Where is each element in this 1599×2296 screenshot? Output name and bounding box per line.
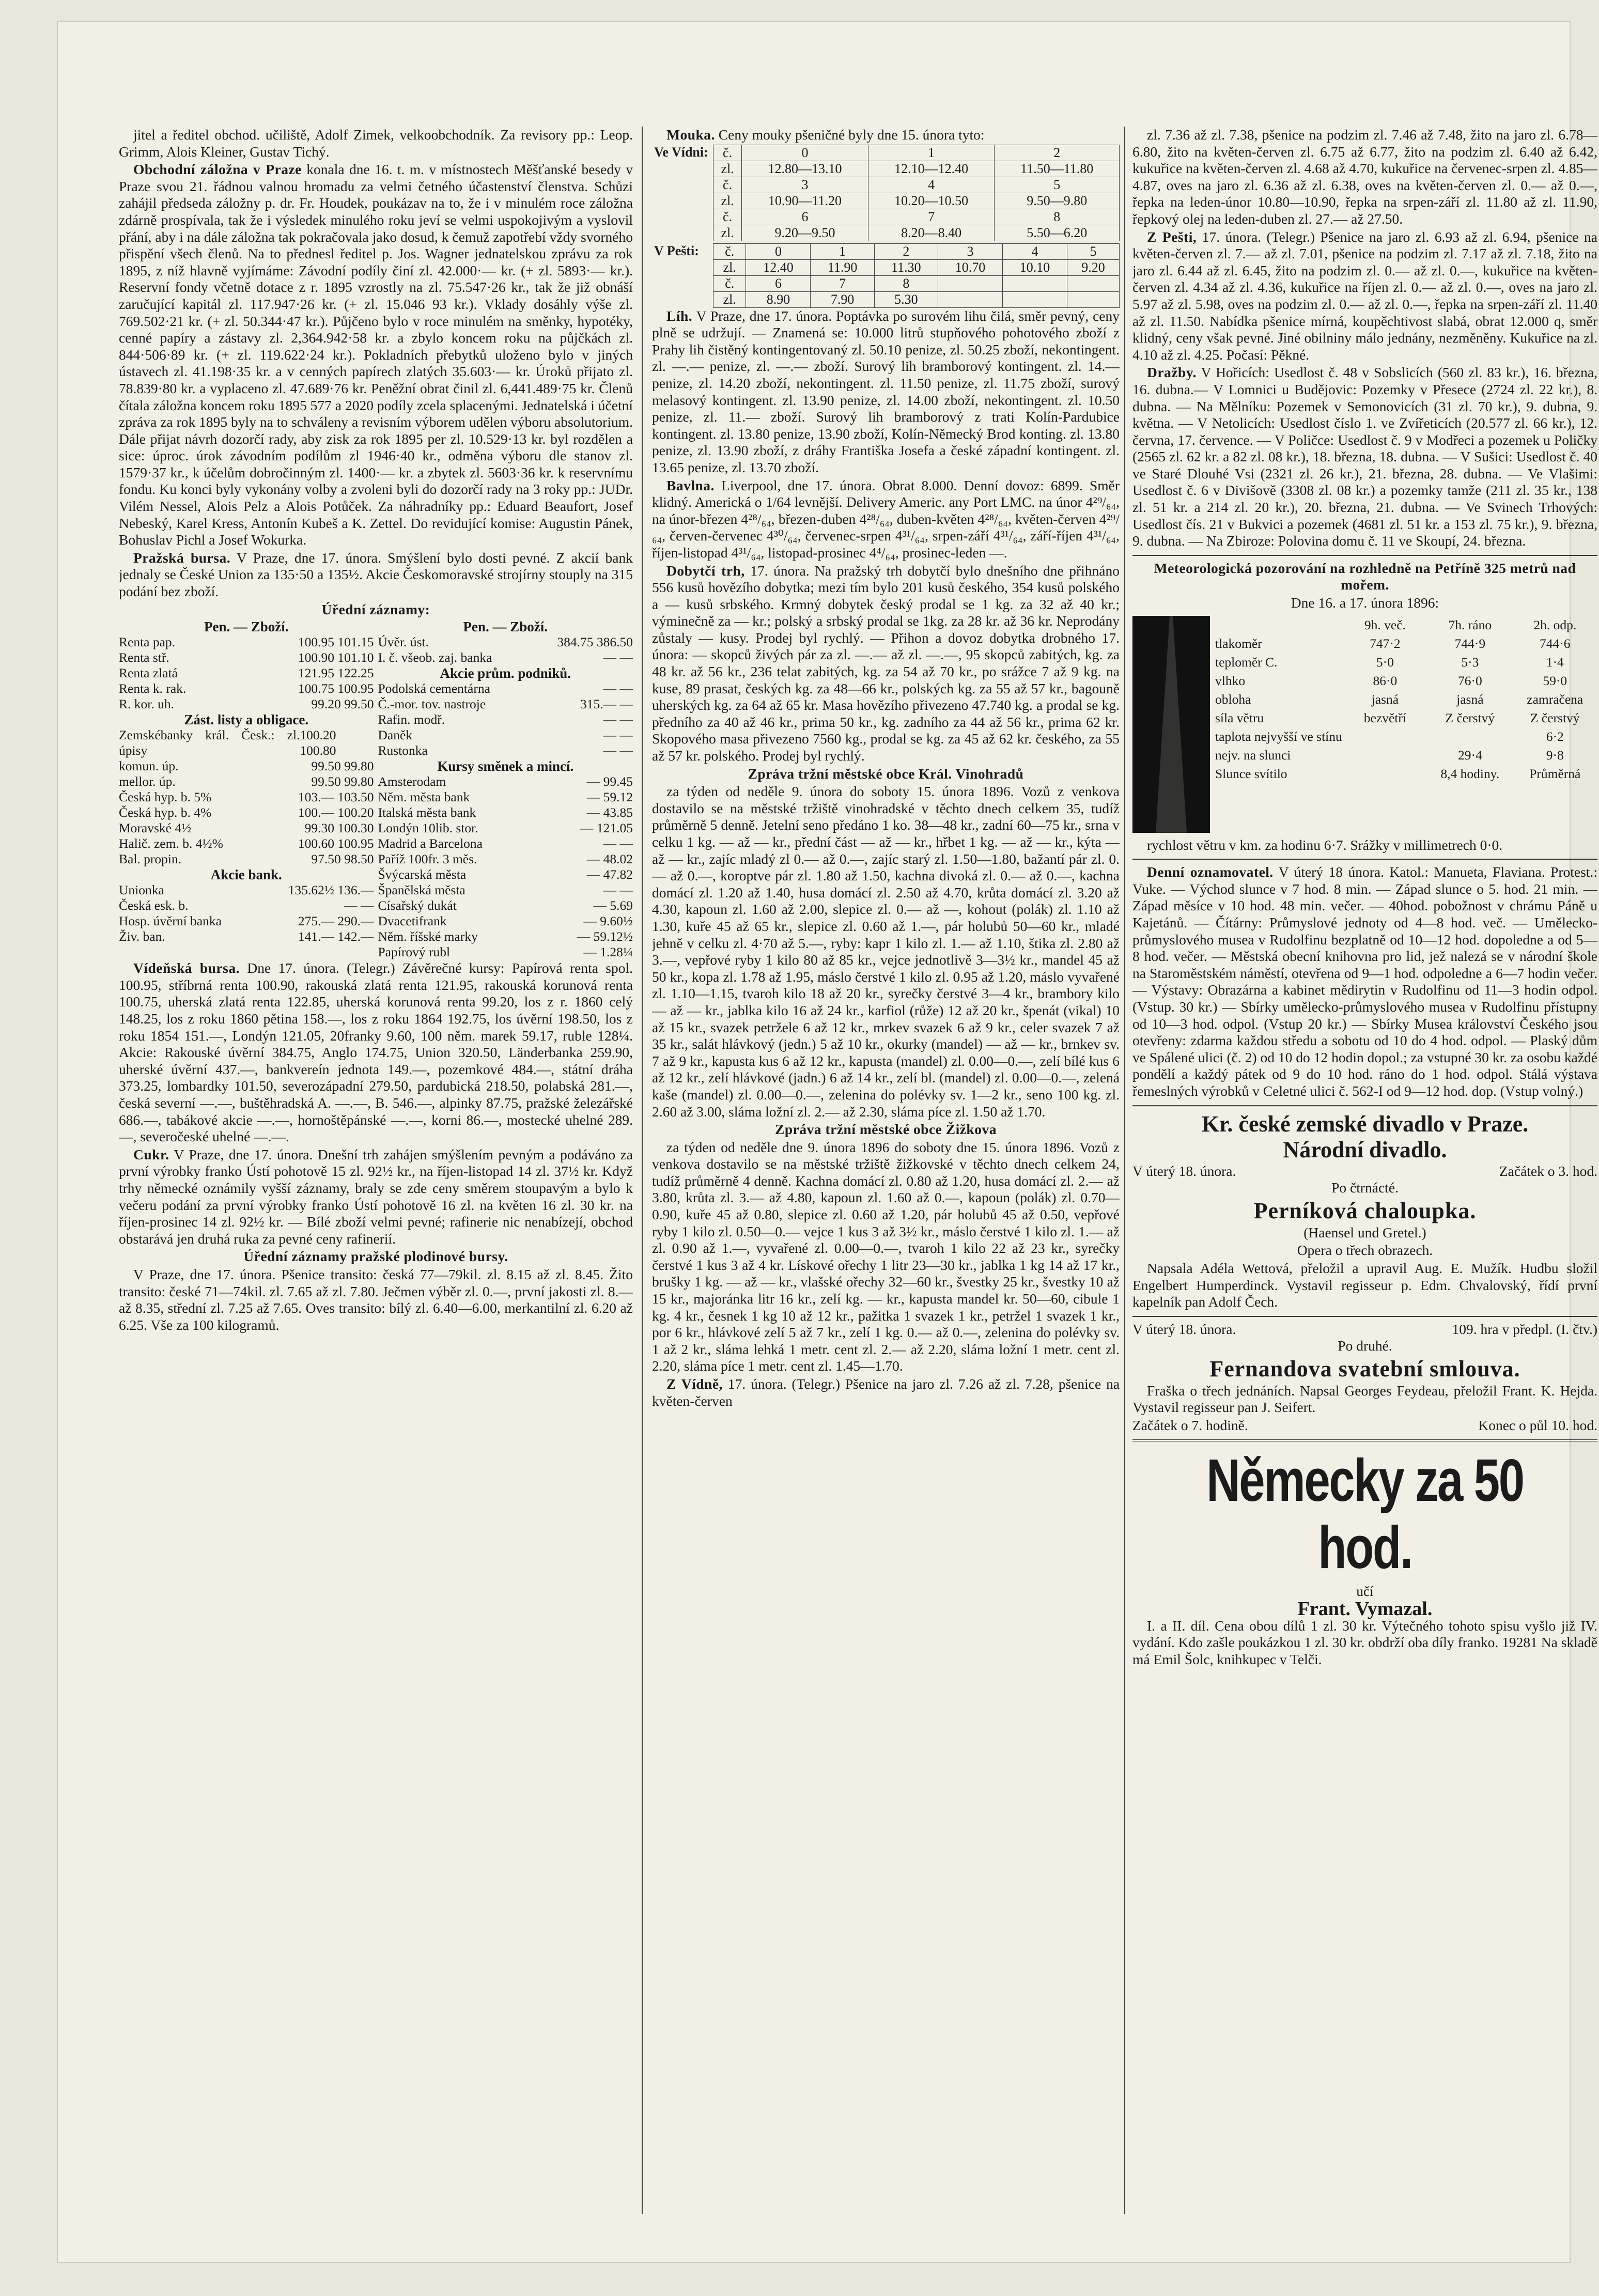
weather-heading: Meteorologická pozorování na rozhledně na Petříně 325 metrů nad mořem. — [1154, 560, 1576, 593]
table-cell: 11.90 — [811, 259, 874, 275]
article-text: 17. února. (Telegr.) Pšenice na jaro zl. 7.26 až zl. 7.28, pšenice na květen-červen — [652, 1376, 1120, 1409]
table-header: Pen. — Zboží. — [463, 619, 548, 635]
table-row — [652, 177, 1120, 193]
table-cell: 10.10 — [1002, 259, 1067, 275]
divider — [1132, 1105, 1597, 1107]
rate-row: Papírový rubl — 1.28¼ — [378, 944, 633, 960]
article-text: V Praze, dne 17. února. Pšenice transito: česká 77—79kil. zl. 8.15 až zl. 8.45. Žito transito: české 71—74kil. zl. 7.65 až zl. 7.80. Ječmen výběr zl. 0.—, první jakosti zl. 8.— až 8.35, střední zl. 7.25 až 7.65. Oves transito: bílý zl. 6.40—6.00, merkantilní zl. 6.20 až 6.25. Vše za 100 kilogramů. — [119, 1266, 633, 1333]
article-heading: Cukr. — [133, 1146, 169, 1162]
article-heading: Líh. — [666, 307, 693, 324]
rate-row: Halič. zem. b. 4½% 100.60 100.95 — [119, 836, 374, 851]
table-cell: zl. — [713, 161, 742, 177]
article-heading: Obchodní záložna v Praze — [133, 161, 302, 178]
performance-start: Začátek o 7. hodině. — [1132, 1417, 1248, 1434]
article-mouka — [652, 127, 1120, 144]
article-text: Dne 17. února. (Telegr.) Závěrečné kursy: Papírová renta spol. 100.95, stříbrná renta 100.90, rakouská zlatá renta 121.95, rakouská korunová renta 100.75, uherská zlatá renta 122.85, uherská korunová renta 99.20, los z r. 1860 celý 148.25, los z roku 1860 pětina 158.—, los z roku 1864 192.75, los úvěrní 198.50, los z roku 1854 151.—, Londýn 121.05, 20franky 9.60, 100 něm. marek 59.17, ruble 128¼. Akcie: Rakouské úvěrní 384.75, Anglo 174.75, Union 320.50, Länderbanka 259.90, uherské úvěrní 437.—, bankvereín jednota 149.—, pozemkové 484.—, státní dráha 373.25, lombardky 101.50, severozápadní 279.50, pardubická 218.50, polabská 281.—, česká severní —.—, buštěhradská A. —.—, B. 546.—, alpinky 87.75, pražské železářské 686.—, tabákové akcie —.—, hornoštěpánské —.—, korni 86.—, mostecké uhelné 289.—, severočeské uhelné —.—. — [119, 960, 633, 1145]
exchange-rates-tables — [119, 619, 633, 960]
article-heading: Dobytčí trh, — [666, 562, 745, 579]
table-cell: 11.50—11.80 — [995, 161, 1120, 177]
weather-header-row: 9h. več. 7h. ráno 2h. odp. — [1364, 617, 1577, 632]
article-heading: Bavlna. — [666, 477, 715, 493]
article-text: 17. února. (Telegr.) Pšenice na jaro zl. 6.93 až zl. 6.94, pšenice na květen-červen zl. 7.— až zl. 7.01, pšenice na podzim zl. 7.17 až zl. 7.18, žito na jaro zl. 6.44 až zl. 6.45, žito na podzim zl. 0.— až zl. 0.—, kukuřice na květen-červen zl. 4.34 až zl. 4.36, kukuřice na říjen zl. 0.— až zl. 0.—, oves na jaro zl. 5.97 až zl. 5.98, oves na podzim zl. 0.— až zl. 0.—, řepka na srpen-září zl. 11.40 až zl. 11.50. Nabídka pšenice mírná, koupěchtivost slabá, obrat 12.000 q, směr klidný, ceny však pevné. Jiné obilniny málo jednány, nezměněny. Kukuřice na zl. 4.10 až zl. 4.25. Počasí: Pěkné. — [1132, 228, 1597, 363]
performance-day: V úterý 18. února. — [1132, 1162, 1236, 1179]
rate-row: Něm. říšské marky — 59.12½ — [378, 929, 633, 944]
table-cell: 8.90 — [746, 291, 811, 307]
rate-row: Kursy směnek a mincí. — [437, 758, 574, 774]
performance-1-header — [1132, 1163, 1597, 1180]
rate-row: Švýcarská města — 47.82 — [378, 867, 633, 882]
table-cell: 7 — [868, 209, 995, 225]
table-row — [652, 291, 1120, 307]
table-cell — [1067, 275, 1120, 291]
table-cell: 0 — [742, 145, 868, 161]
rate-row: Renta pap. 100.95 101.15 — [119, 634, 374, 650]
table-cell: 8.20—8.40 — [868, 225, 995, 241]
table-cell: 5.50—6.20 — [995, 225, 1120, 241]
table-cell: 6 — [742, 209, 868, 225]
rate-row: mellor. úp. 99.50 99.80 — [119, 774, 374, 789]
table-cell: 1 — [868, 145, 995, 161]
table-cell: 12.10—12.40 — [868, 161, 995, 177]
performance-day: V úterý 18. února. — [1132, 1321, 1236, 1337]
table-cell: 9.20—9.50 — [742, 225, 868, 241]
divider — [1132, 1316, 1597, 1317]
flour-price-table-pest — [652, 243, 1120, 308]
play-title: Perníková chaloupka. — [1253, 1198, 1477, 1223]
table-cell: 5 — [995, 177, 1120, 193]
article-heading: Vídeňská bursa. — [133, 960, 240, 976]
table-cell: 12.80—13.10 — [742, 161, 868, 177]
table-cell: zl. — [713, 259, 746, 275]
play-credits: Napsala Adéla Wettová, přeložil a upravil Aug. E. Mužík. Hudbu složil Engelbert Humperdinck. Vystavil regisseur p. Edm. Chvalovský, řídí první kapelník pan Adolf Čech. — [1132, 1260, 1597, 1310]
table-cell — [1067, 291, 1120, 307]
table-row — [652, 193, 1120, 209]
table-cell: zl. — [713, 193, 742, 209]
row-label — [652, 275, 713, 291]
table-cell: č. — [713, 243, 746, 259]
table-row — [652, 161, 1120, 177]
table-cell: zl. — [713, 291, 746, 307]
exchange-table-right — [378, 619, 633, 960]
article-lih — [652, 308, 1120, 476]
table-cell: 2 — [995, 145, 1120, 161]
column-1 — [119, 127, 633, 2214]
rate-row: Č.-mor. tov. nastroje 315.— — — [378, 696, 633, 712]
rate-row: Renta stř. 100.90 101.10 — [119, 650, 374, 665]
rate-row: R. kor. uh. 99.20 99.50 — [119, 696, 374, 712]
article-obchodni-zalozna — [119, 161, 633, 549]
section-heading: Úřední záznamy: — [321, 601, 430, 617]
row-label — [652, 209, 713, 225]
weather-row: taplota nejvyšší ve stínu 6·2 — [1215, 728, 1564, 744]
table-cell: 6 — [746, 275, 811, 291]
table-row — [652, 225, 1120, 241]
table-cell — [938, 291, 1002, 307]
article-heading: Pražská bursa. — [133, 549, 231, 566]
column-3 — [1132, 127, 1597, 2214]
article-denni-oznamovatel — [1132, 864, 1597, 1099]
divider — [1132, 859, 1597, 860]
rate-row: Hosp. úvěrní banka 275.— 290.— — [119, 913, 374, 929]
weather-dates: Dne 16. a 17. února 1896: — [1291, 595, 1439, 611]
rate-row: Zemskébanky král. Česk.: zl. úpisy 100.20 100.80 — [119, 727, 336, 758]
table-cell: 9.20 — [1067, 259, 1120, 275]
table-cell: 4 — [868, 177, 995, 193]
row-label — [652, 161, 713, 177]
performance-start: Začátek o 3. hod. — [1499, 1162, 1597, 1179]
weather-row: síla větru bezvětří Z čerstvý Z čerstvý — [1215, 710, 1580, 725]
article-text: Ceny mouky pšeničné byly dne 15. února tyto: — [718, 127, 985, 143]
article-prazska-bursa — [119, 550, 633, 600]
rate-row: Živ. ban. 141.— 142.— — [119, 929, 374, 944]
table-cell: 12.40 — [746, 259, 811, 275]
section-heading: Úřední záznamy pražské plodinové bursy. — [243, 1248, 508, 1265]
rate-row: Akcie prům. podniků. — [440, 665, 571, 681]
table-cell: č. — [713, 145, 742, 161]
weather-row: nejv. na slunci 29·4 9·8 — [1215, 747, 1564, 763]
table-cell: 11.30 — [874, 259, 938, 275]
table-cell: 10.90—11.20 — [742, 193, 868, 209]
table-cell: 5 — [1067, 243, 1120, 259]
rate-row: Bal. propin. 97.50 98.50 — [119, 851, 374, 867]
rate-row: Španělská města — — — [378, 882, 633, 898]
section-heading: Zpráva tržní městské obce Žižkova — [775, 1121, 997, 1138]
rate-row: Renta zlatá 121.95 122.25 — [119, 665, 374, 681]
performance-subscription: 109. hra v předpl. (I. čtv.) — [1452, 1321, 1597, 1337]
table-row — [652, 275, 1120, 291]
table-cell — [938, 275, 1002, 291]
table-cell — [1002, 291, 1067, 307]
row-label — [652, 291, 713, 307]
article-text: 17. února. Na pražský trh dobytčí bylo dnešního dne přihnáno 556 kusů hovězího dobytka; mezi tím bylo 201 kusů českého, 354 kusů polského a — kusů srbského. Krmný dobytek český prodal se 1 kg. za 32 až 40 kr.; výminečně za — kr.; polský a srbský prodal se 1kg. za 28 kr. až 36 kr. Neprodány zůstaly — kusy. Prodej byl rychlý. — Přihon a dovoz dobytka drobného 17. února: — skopců živých pár za zl. —.— až zl. —.—, 95 skopců zabitých, kg. za 48 kr. až 56 kr., 236 telat zabitých, kg. za 54 až 70 kr., po srážce 7 až 9 kg. na kuse, 89 prasat, českých kg. za 48—66 kr., polských kg. za 55 až 57 kr., bagouně uherských kg. za 64 až 65 kr. Masa hovězího přivezeno 47.740 kg. a prodal se kg. předního za 40 až 46 kr., prima 50 kr., kg. zadního za 44 až 56 kr., prima 62 kr. Skopového masa přivezeno 7560 kg., prodal se kg. za 45 až 62 kr. českého, za 55 až 57 kr. polského. Prodej byl rychlý. — [652, 562, 1120, 764]
article-z-vidne — [652, 1376, 1120, 1409]
article-text: V Praze, dne 17. února. Poptávka po surovém lihu čilá, směr pevný, ceny plně se udržují. — Znamená se: 10.000 litrů stupňového pohotového zboží z Prahy lih čistěný kontingentovaný zl. 50.10 penize, zl. 50.25 zboží, nekontingent. zl. —.— penize, zl. —.— zboží. Surový lih bramborový kontingent. zl. 14.— penize, zl. 14.20 zboží, nekontingent. zl. 11.50 penize, zl. 11.75 zboží, surový melasový kontingent. zl. 13.90 penize, zl. 14.00 zboží, nekontingent. zl. 10.50 penize, zl. 11.— zboží. Surový lih bramborový z trati Kolín-Pardubice kontingent. zl. 13.80 penize, 13.90 zboží, Kolín-Německý Brod konting. zl. 13.80 penize, zl. 13.90 zboží, z dráhy Františka Josefa a české západní kontingent. zl. 13.65 penize, zl. 13.70 zboží. — [652, 307, 1120, 475]
weather-row: tlakoměr 747·2 744·9 744·6 — [1215, 635, 1571, 651]
flour-price-table-vienna — [652, 145, 1120, 241]
rate-row: Rustonka — — — [378, 743, 633, 758]
table-cell: 7.90 — [811, 291, 874, 307]
performance-2-times — [1132, 1417, 1597, 1434]
table-cell: č. — [713, 209, 742, 225]
article-text: za týden od neděle 9. února do soboty 15. února 1896. Vozů z venkova dostavilo se na městské tržiště vinohradské v těchto dnech celkem 35, tudíž průměrně 5 denně. Jetelní seno předáno 1 ko. 38—48 kr., zadní 60—75 kr., srna v celku 1 kg. — až — kr., přední část — až — kr., hřbet 1 kg. — až — kr., kýta — až — kr., zajíc mladý zl 0.— až 0.—, zajíc starý zl. 1.50—1.80, bažantí pár zl. 0.— až 0.—, koroptve pár zl. 1.80 až 1.50, kachna divoká zl. 0.— až 0.—, kachna domácí zl. 1.20 až 1.40, husa domácí zl. 2.50 až 4.70, krůta domácí zl. 3.20 až 4.30, kapoun zl. 1.60 až 2.00, slepice zl. 0.— až —, kohout (polák) zl. 1.10 až 1.30, kuře 45 až 65 kr., slepice zl. 0.60 až 1.—, pár holubů 50—60 kr., mladé jehně v celku zl. 4·70 až 5.—, ryby: kapr 1 kilo zl. 1.— až 1.10, štika zl. 2.80 až 3.—, vepřové ryby 1 kilo 80 až 85 kr., vejce jednotlivě 3—3½ kr., mandel 45 až 50 kr., kopa zl. 1.78 až 1.95, máslo čerstvé 1 kilo zl. 0.95 až 1.20, máslo vyvařené zl. 1.10—1.15, tvaroh kilo 18 až 20 kr., syrečky čerstvé 3—4 kr., brambory kilo — až — kr., jablka kilo 16 až 24 kr., karfiol (růže) 12 až 20 kr., špenát (vikal) 10 až 15 kr., svazek petržele 6 až 12 kr., mrkev svazek 6 až 9 kr., celer svazek 7 až 35 kr., salát hlávkový (jedn.) 5 až 10 kr., okurky (mandel) — až — kr., brnkev sv. 7 až 9 kr., kapusta kus 6 až 12 kr., kapusta (mandel) zl. 0.00—0.—, zelí bílé kus 6 až 12 kr., zelí hlávkové (jadn.) 6 až 14 kr., zelí bl. (mandel) zl. 0.00—0.—, zelená kaše (mandel) zl. 0.00—0.—, zelenina do polévky sv. 1—2 kr., seno 100 kg. zl. 2.60 až 3.00, sláma ložní zl. 2.— až 2.30, sláma píce zl. 1.50 až 1.70. — [652, 783, 1120, 1120]
performance-note: Po čtrnácté. — [1331, 1180, 1399, 1196]
advertisement-by: učí — [1356, 1583, 1374, 1599]
article-videnska-bursa — [119, 960, 633, 1145]
weather-row: teploměr C. 5·0 5·3 1·4 — [1215, 654, 1564, 670]
row-label — [652, 177, 713, 193]
table-cell: 2 — [874, 243, 938, 259]
table-row — [652, 145, 1120, 161]
rate-row: Italská města bank — 43.85 — [378, 805, 633, 820]
petrin-tower-image — [1132, 616, 1210, 833]
row-label — [652, 225, 713, 241]
divider — [1132, 1439, 1597, 1441]
weather-block — [1132, 616, 1597, 833]
column-2 — [652, 127, 1120, 2214]
rate-row: Amsterodam — 99.45 — [378, 774, 633, 789]
exchange-table-left — [119, 619, 374, 960]
theatre-subtitle: Národní divadlo. — [1283, 1137, 1447, 1162]
article-text: V úterý 18 února. Katol.: Manueta, Flaviana. Protest.: Vuke. — Východ slunce v 7 hod. 8 min. — Západ slunce o 5. hod. 21 min. — Západ měsíce v 10 hod. 48 min. večer. — 40hod. pobožnost v chrámu Páně u Kajetánů. — Čítárny: Průmyslové jednoty od 4—8 hod. več. — Umělecko-průmyslového musea v Rudolfinu bezplatně od 10—12 hod. dopoledne a od 5—8 hod. večer. — Městská obecní knihovna pro lid, jež nalezá se v národní škole na Staroměstském náměstí, otevřena od 9—1 hod. odpoledne a 6—7 hodin večer. — Výstavy: Obrazárna a kabinet mědirytin v Rudolfinu od 11—3 hodin odpol. (Vstup. 30 kr.) — Sbírky umělecko-průmyslového musea v Rudolfinu přístupny od 10—3 hod. odpol. (Vstup 20 kr.) — Sbírky Musea království Českého jsou otevřeny: zdarma každou středu a sobotu od 10 do 4 hod. odpol. — Plaský dům ve Spálené ulici (č. 2) od 10 do 12 hodin dopol.; za vstupné 30 kr. za osobu každé pondělí a každý pátek od 9 do 10 hod. ráno do 1 hod. odpol. Stálá výstava řemeslných výrobků v Celetné ulici č. 562-I od 9—12 hod. dop. (Vstup volný.) — [1132, 864, 1597, 1099]
rate-row: Úvěr. úst. 384.75 386.50 — [378, 634, 633, 650]
article-heading: Z Vídně, — [666, 1376, 723, 1392]
performance-2-header — [1132, 1321, 1597, 1338]
table-header: Pen. — Zboží. — [204, 619, 289, 635]
rate-row: Moravské 4½ 99.30 100.30 — [119, 820, 374, 836]
advertisement-author: Frant. Vymazal. — [1297, 1598, 1433, 1620]
table-cell: zl. — [713, 225, 742, 241]
play-original-title: (Haensel und Gretel.) — [1303, 1224, 1426, 1240]
rate-row: Londýn 10lib. stor. — 121.05 — [378, 820, 633, 836]
row-label — [652, 259, 713, 275]
article-z-pesti — [1132, 229, 1597, 364]
article-text: konala dne 16. t. m. v místnostech Měšťanské besedy v Praze svou 21. řádnou valnou hromadu za velmi četného účastenství členstva. Schůzi zahájil předseda záložny p. dr. Fr. Houdek, poukázav na to, že i v minulém roce záložna zdárně prospívala, tak že i výsledek minulého roku jeví se velmi uspokojivým a vyslovil přání, aby i na dále záložna tak pokračovala jako dosud, k čemuž zapotřebí vždy svorného přispění všech členů. Na to přednesl ředitel p. Jos. Wagner jednatelskou zprávu za rok 1895, z níž hlavně vyjímáme: Závodní podíly činí zl. 42.000·— kr. (+ zl. 5893·— kr.). Reservní fondy včetně dotace z r. 1895 vzrostly na zl. 75.547·26 kr., tak že již obnáší zaručující kapitál zl. 117.947·26 kr. (+ zl. 15.046 93 kr.). Vklady dosáhly výše zl. 769.502·21 kr. (+ zl. 50.344·47 kr.). Půjčeno bylo v roce minulém na směnky, hypotéky, cenné papíry a zástavy zl. 2,364.942·58 kr. a zbylo koncem roku na půjčkách zl. 844·506·89 kr. (+ zl. 119.622·24 kr.). Pokladních přebytků uloženo bylo v jiných ústavech zl. 41.198·35 kr. a v cenných papírech zlatých 35.603·— kr. Úroků přijato zl. 78.839·80 kr. a vyplaceno zl. 47.689·76 kr. Peněžní obrat činil zl. 6,441.489·75 kr. Členů čítala záložna koncem roku 1895 577 a 2020 podíly zcela splacenými. Jednatelská i účetní zpráva za rok 1895 byly na to schváleny a revisním výborem udělen výboru absolutorium. Dále přijat návrh dozorčí rady, aby zisk za rok 1895 per zl. 10.529·13 kr. byl rozdělen a sice: úproc. úrok závodním podílům zl 1946·40 kr., odměna výboru dle stanov zl. 1579·37 kr., k účelům dobročinným zl. 1400·— kr. a zbytek zl. 5603·36 kr. k reservnímu fondu. Ku konci byly vykonány volby a zvoleni byli do dozorčí rady na 3 roky pp.: JUDr. Vilém Nessel, Alois Pelz a Alois Potůček. Za náhradníky pp.: Eduard Beaufort, Josef Nebeský, Karel Kress, Antonín Kubeš a K. Zettel. Do revidující komise: Augustin Pánek, Bohuslav Pichl a Josef Wokurka. — [119, 161, 633, 548]
rate-row: Podolská cementárna — — — [378, 681, 633, 696]
table-cell: č. — [713, 177, 742, 193]
article-heading: Denní oznamovatel. — [1147, 864, 1274, 880]
rate-row: I. č. všeob. zaj. banka — — — [378, 650, 633, 665]
row-label: V Pešti: — [654, 243, 699, 259]
table-cell: 9.50—9.80 — [995, 193, 1120, 209]
table-cell: 0 — [746, 243, 811, 259]
weather-row: Slunce svítilo 8,4 hodiny. Průměrná — [1215, 766, 1581, 781]
article-cukr — [119, 1146, 633, 1248]
column-divider — [642, 127, 643, 2214]
rate-row: Něm. města bank — 59.12 — [378, 789, 633, 805]
weather-footnote: rychlost větru v km. za hodinu 6·7. Srážky v millimetrech 0·0. — [1147, 836, 1503, 853]
rate-row: Česká esk. b. — — — [119, 898, 374, 913]
table-cell: 4 — [1002, 243, 1067, 259]
row-label — [652, 193, 713, 209]
advertisement-headline: Německy za 50 hod. — [1206, 1446, 1524, 1581]
rate-row: Císařský dukát — 5.69 — [378, 898, 633, 913]
article-bavlna — [652, 477, 1120, 562]
article-text: V Praze, dne 17. února. Dnešní trh zahájen smýšlením pevným a podáváno za první výrobky franko Ústí pohotově 15 zl. 92½ kr., na říjen-listopad 14 zl. 37½ kr. Když trhy německé oznámily vyšší záznamy, braly se zde ceny směrem stoupavým a bylo k večeru podání za první výrobky franko Ústí pohotově 16 zl. na květen 16 zl. 30 kr. na říjen-prosinec 14 zl. 92½ kr. — Bílé zboží velmi pevné; rafinerie nic nenabízejí, obchod obstarává jen druhá ruka za pevné ceny rafinerií. — [119, 1146, 633, 1247]
rate-row: Zást. listy a obligace. — [184, 712, 309, 728]
article-text: V Hořicích: Usedlost č. 48 v Sobslicích (560 zl. 83 kr.), 16. března, 16. dubna.— V Lomnici u Budějovic: Pozemky v Přesece (2724 zl. 22 kr.), 8. dubna. — Na Mělníku: Pozemek v Semonovicích (31 zl. 70 kr.), 9. dubna, 9. května. — V Netolicích: Usedlost číslo 1. ve Zvířeticích (20.577 zl. 66 kr.), 12. června, 17. července. — V Poličce: Usedlost č. 9 v Modřeci a pozemek u Poličky (2565 zl. 62 kr. a 82 zl. 08 kr.), 18. března, 18. dubna. — V Sušici: Usedlost č. 40 ve Staré Dlouhé Vsi (2321 zl. 26 kr.), 21. března, 28. dubna. — Ve Vlašimi: Usedlost č. 6 v Divišově (3308 zl. 08 kr.) a pozemky tamže (211 zl. 35 kr., 138 zl. 51 kr. a 214 zl. 20 kr.), 20. března, 21. dubna. — Ve Svinech Trhových: Usedlost čís. 21 v Bukvici a pozemek (4681 zl. 51 kr. a 153 zl. 75 kr.), 9. března, 9. dubna. — Na Zbiroze: Polovina domu č. 11 ve Skoupí, 24. března. — [1132, 364, 1597, 549]
table-cell: č. — [713, 275, 746, 291]
paragraph: zl. 7.36 až zl. 7.38, pšenice na podzim zl. 7.46 až 7.48, žito na jaro zl. 6.78—6.80, žito na květen-červen zl. 6.75 až 6.77, žito na podzim zl. 6.40 až 6.42, kukuřice na květen-červen zl. 4.68 až 4.70, kukuřice na červenec-srpen zl. 4.85—4.87, oves na jaro zl. 6.36 až zl. 6.38, oves na květen-červen zl. 0.— až 0.—, řepka na leden-únor 10.80—10.90, řepka na srpen-září zl. 11.80 až zl. 11.90, řepkový olej na leden-duben zl. 27.— až 27.50. — [1132, 127, 1597, 227]
weather-row: obloha jasná jasná zamračena — [1215, 691, 1584, 707]
table-cell — [1002, 275, 1067, 291]
play-credits: Fraška o třech jednáních. Napsal Georges Feydeau, přeložil Frant. K. Hejda. Vystavil regisseur pan J. Seifert. — [1132, 1382, 1597, 1416]
table-row — [652, 259, 1120, 275]
theatre-title: Kr. české zemské divadlo v Praze. — [1201, 1111, 1529, 1137]
rate-row: Akcie bank. — [210, 867, 282, 883]
article-text: za týden od neděle dne 9. února 1896 do soboty dne 15. února 1896. Vozů z venkova dostavilo se na městské tržiště žižkovské v těchto dnech celkem 24, tudíž průměrně 4 denně. Kachna domácí zl. 0.80 až 1.20, husa domácí zl. 2.— až 3.80, krůta zl. 3.— až 4.80, kapoun zl. 1.60 až 0.—, kapoun (polák) zl. 0.70—0.90, kuře 45 až 0.80, slepice zl. 0.60 až 1.20, pár holubů 45 až 0.50, vepřové ryby 1 kilo zl. 0.50—0.— vejce 1 kus 3 až 3½ kr., máslo čerstvé 1 kilo zl. 1.— až zl. 0.90 až 1.—, vyvařené zl. 0.00—0.—, tvaroh 1 kilo 22 až 23 kr., syrečky čerstvé 1 kus 3 až 4 kr. Lískové ořechy 1 litr 23—30 kr., jablka 1 kg 14 až 17 kr., brušky 1 kg. — až — kr., vlašské ořechy 32—60 kr., švestky 25 kr., švestky 10 až 15 kr., majoránka litr 16 kr., zelí kg. — kr., kapusta mandel kr. 50—60, cibule 1 kg. 4 kr., česnek 1 kg 10 až 12 kr., pažitka 1 svazek 1 kr., petržel 1 svazek 1 kr., por 6 kr., hlávkové zelí 5 až 7 kr., zelí 1 kg. 0.— až 0.—, zelenina do polévky sv. 1 až 2 kr., sláma lehká 1 metr. cent zl. 2.— až 2.20, sláma ložní 1 metr. cent zl. 2.20, sláma píce 1 metr. cent zl. 1.45—1.70. — [652, 1139, 1120, 1374]
table-cell: 5.30 — [874, 291, 938, 307]
article-drazby — [1132, 364, 1597, 550]
rate-row: Unionka 135.62½ 136.— — [119, 882, 374, 898]
rate-row: Česká hyp. b. 4% 100.— 100.20 — [119, 805, 374, 820]
performance-note: Po druhé. — [1338, 1338, 1392, 1354]
play-title: Fernandova svatební smlouva. — [1209, 1356, 1520, 1382]
table-row — [652, 209, 1120, 225]
divider — [1132, 555, 1597, 556]
rate-row: Paříž 100fr. 3 měs. — 48.02 — [378, 851, 633, 867]
rate-row: Česká hyp. b. 5% 103.— 103.50 — [119, 789, 374, 805]
section-heading: Zpráva tržní městské obce Král. Vinohradů — [748, 765, 1024, 782]
table-cell: 3 — [938, 243, 1002, 259]
table-cell: 7 — [811, 275, 874, 291]
table-cell: 10.20—10.50 — [868, 193, 995, 209]
row-label: Ve Vídni: — [654, 145, 708, 160]
column-divider — [1124, 127, 1125, 2214]
weather-row: vlhko 86·0 76·0 59·0 — [1215, 673, 1567, 688]
rate-row: Dvacetifrank — 9.60½ — [378, 913, 633, 929]
paragraph: jitel a ředitel obchod. učiliště, Adolf Zimek, velkoobchodník. Za revisory pp.: Leop. Grimm, Alois Kleiner, Gustav Tichý. — [119, 127, 633, 160]
rate-row: Rafin. modř. — — — [378, 712, 633, 727]
rate-row: Madrid a Barcelona — — — [378, 836, 633, 851]
weather-table — [1215, 616, 1597, 833]
advertisement-text: I. a II. díl. Cena obou dílů 1 zl. 30 kr. Výtečného tohoto spisu vyšlo již IV. vydání. Kdo zašle poukázkou 1 zl. 30 kr. obdrží oba díly franko. 19281 Na skladě má Emil Šolc, knihkupec v Telči. — [1132, 1617, 1597, 1668]
newspaper-page — [57, 21, 1597, 2263]
article-heading: Dražby. — [1147, 364, 1197, 381]
article-text: Liverpool, dne 17. února. Obrat 8.000. Denní dovoz: 6899. Směr klidný. Americká o 1/64 levnější. Delivery Americ. any Port LMC. na únor 4²⁹/₆₄, na únor-březen 4²⁸/₆₄, březen-duben 4²⁸/₆₄, duben-květen 4²⁸/₆₄, květen-červen 4²⁹/₆₄, červen-červenec 4³⁰/₆₄, červenec-srpen 4³¹/₆₄, srpen-září 4³¹/₆₄, září-říjen 4³¹/₆₄, říjen-listopad 4³¹/₆₄, listopad-prosinec 4⁴/₆₄, prosinec-leden —. — [652, 477, 1120, 561]
article-heading: Z Pešti, — [1147, 228, 1197, 245]
table-cell: 8 — [874, 275, 938, 291]
performance-end: Konec o půl 10. hod. — [1478, 1417, 1597, 1434]
rate-row: Renta k. rak. 100.75 100.95 — [119, 681, 374, 696]
table-cell: 8 — [995, 209, 1120, 225]
article-dobytci-trh — [652, 563, 1120, 765]
rate-row: komun. úp. 99.50 99.80 — [119, 758, 374, 774]
article-heading: Mouka. — [666, 127, 715, 143]
table-cell: 10.70 — [938, 259, 1002, 275]
rate-row: Daněk — — — [378, 727, 633, 743]
play-genre: Opera o třech obrazech. — [1297, 1242, 1433, 1259]
article-text: V Praze, dne 17. února. Smýšlení bylo dosti pevné. Z akcií bank jednaly se České Union za 135·50 a 135½. Akcie Českomoravské strojírny stouply na 315 podání bez zboží. — [119, 549, 633, 600]
table-cell: 3 — [742, 177, 868, 193]
table-row — [652, 243, 1120, 259]
table-cell: 1 — [811, 243, 874, 259]
